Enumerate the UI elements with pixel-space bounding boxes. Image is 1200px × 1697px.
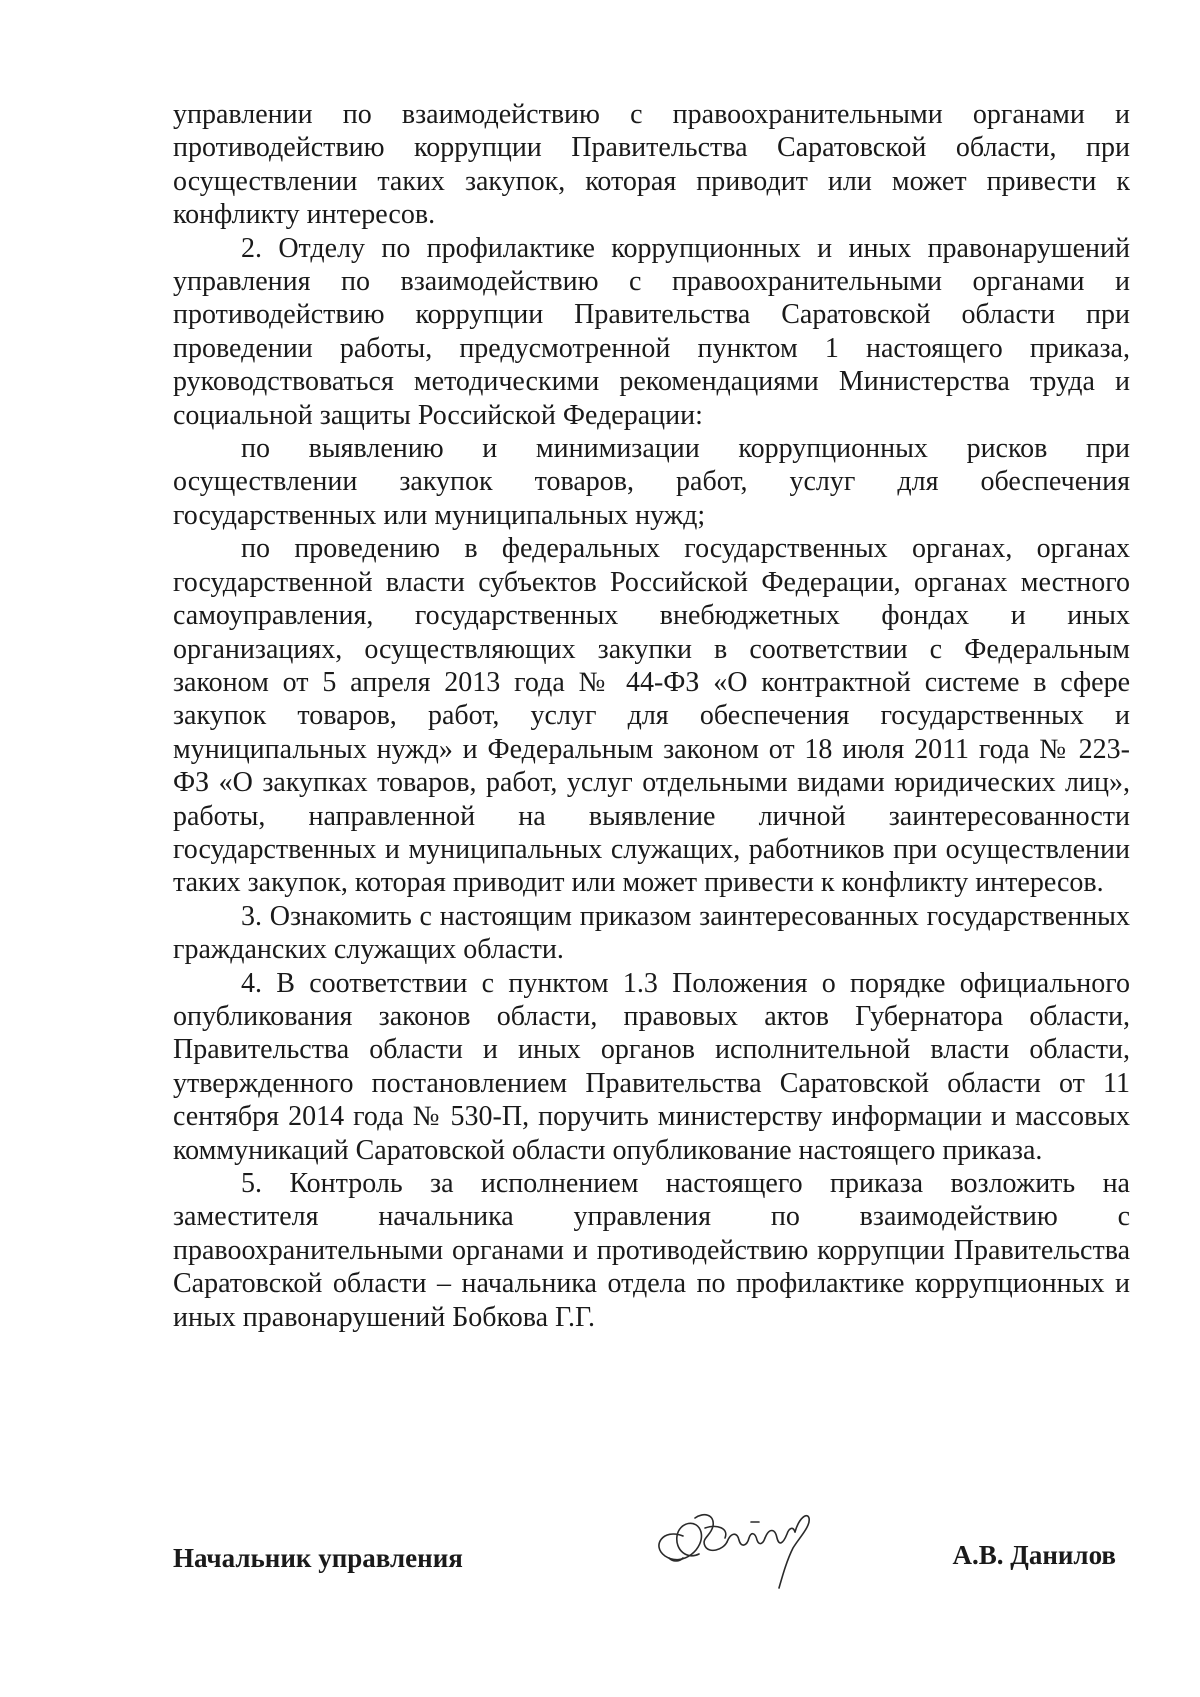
paragraph-item-3: 3. Ознакомить с настоящим приказом заинтересованных государственных гражданских служащих области. [173,900,1130,966]
signatory-name: А.В. Данилов [952,1540,1116,1570]
paragraph-continuation: управлении по взаимодействию с правоохранительными органами и противодействию коррупции Правительства Саратовской области, при осуществлении таких закупок, которая приводит или может привести к конфликту интересов. [173,99,1130,231]
paragraph-item-5: 5. Контроль за исполнением настоящего приказа возложить на заместителя начальника управления по взаимодействию с правоохранительными органами и противодействию коррупции Правительства Саратовской области – начальника отдела по профилактике коррупционных и иных правонарушений Бобкова Г.Г. [173,1168,1130,1333]
paragraph-item-4: 4. В соответствии с пунктом 1.3 Положения о порядке официального опубликования законов области, правовых актов Губернатора области, Правительства области и иных органов исполнительной власти области, утвержденного постановлением Правительства Саратовской области от 11 сентября 2014 года № 530-П, поручить министерству информации и массовых коммуникаций Саратовской области опубликование настоящего приказа. [173,967,1130,1166]
document-body [173,98,1130,1334]
handwritten-signature [643,1488,833,1598]
signature-block [173,1488,1130,1618]
paragraph-item-2: 2. Отделу по профилактике коррупционных и иных правонарушений управления по взаимодействию с правоохранительными органами и противодействию коррупции Правительства Саратовской области при проведении работы, предусмотренной пунктом 1 настоящего приказа, руководствоваться методическими рекомендациями Министерства труда и социальной защиты Российской Федерации: [173,232,1130,431]
paragraph-subitem-conflict: по проведению в федеральных государственных органах, органах государственной власти субъектов Российской Федерации, органах местного самоуправления, государственных внебюджетных фондах и иных организациях, осуществляющих закупки в соответствии с Федеральным законом от 5 апреля 2013 года № 44-ФЗ «О контрактной системе в сфере закупок товаров, работ, услуг для обеспечения государственных и муниципальных нужд» и Федеральным законом от 18 июля 2011 года № 223-ФЗ «О закупках товаров, работ, услуг отдельными видами юридических лиц», работы, направленной на выявление личной заинтересованности государственных и муниципальных служащих, работников при осуществлении таких закупок, которая приводит или может привести к конфликту интересов. [173,533,1130,899]
signatory-position: Начальник управления [173,1543,463,1573]
paragraph-subitem-risks: по выявлению и минимизации коррупционных рисков при осуществлении закупок товаров, работ, услуг для обеспечения государственных или муниципальных нужд; [173,433,1130,531]
